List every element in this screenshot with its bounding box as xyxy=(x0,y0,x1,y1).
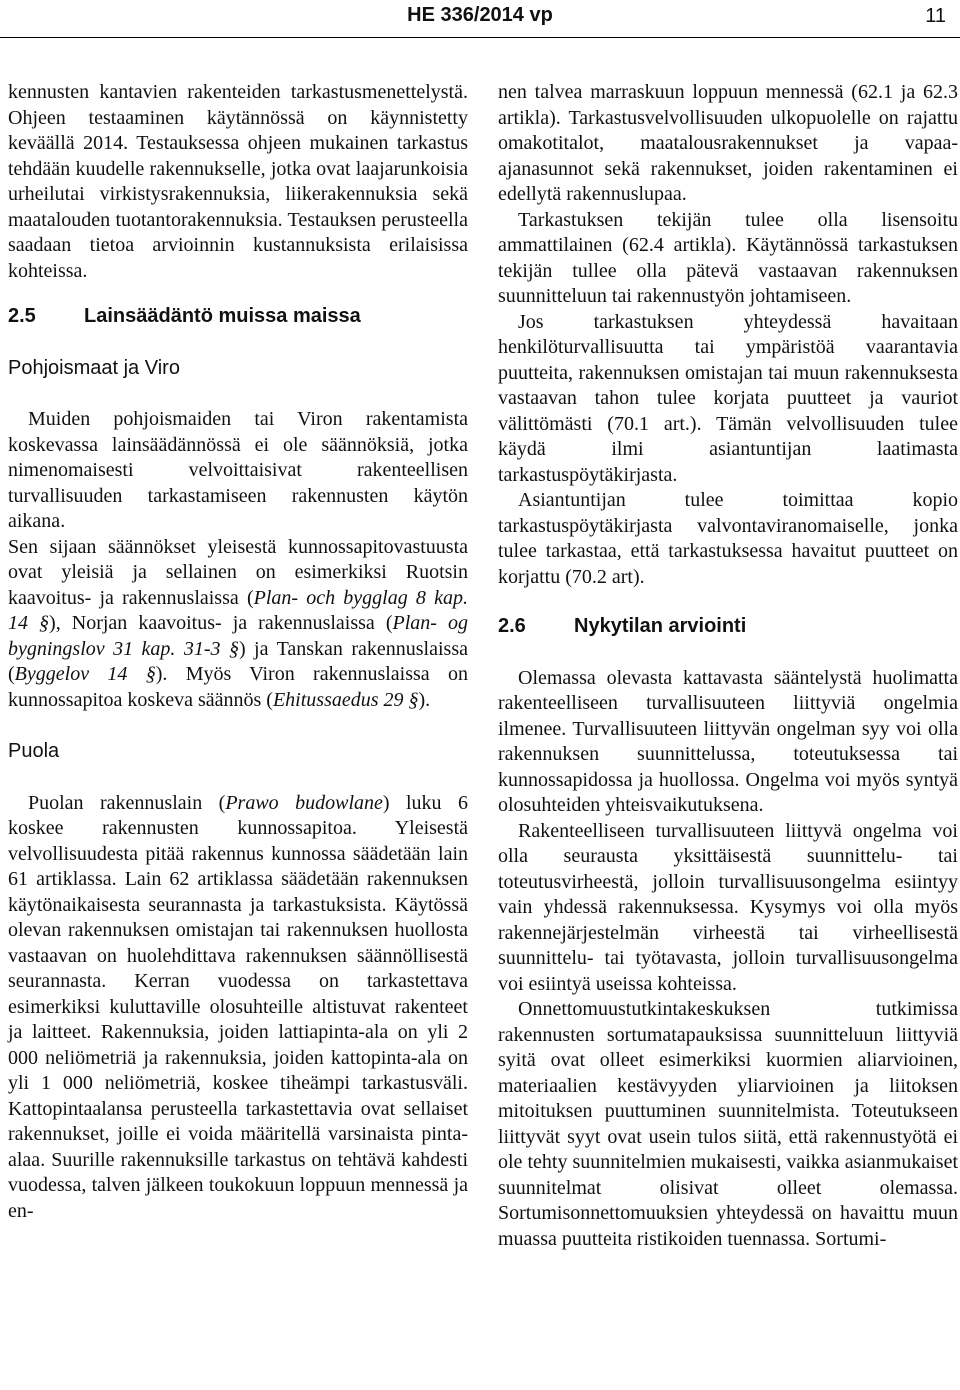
paragraph: Asiantuntijan tulee toimittaa kopio tarkastuspöytäkirjasta valvontaviranomaiselle, jonka tulee tarkastaa, että tarkastuksessa havaitut puutteet on korjattu (70.2 art). xyxy=(498,489,958,588)
section-number: 2.6 xyxy=(498,615,526,637)
paragraph: kennusten kantavien rakenteiden tarkastusmenettelystä. Ohjeen testaaminen käytännössä on käynnistetty keväällä 2014. Testauksessa ohjeen mukainen tarkastus tehdään kuudelle rakennukselle, jotka ovat laajarunkoisia urheilutai virkistysrakennuksia, liikerakennuksia sekä maatalouden tuotantorakennuksia. Testauksen perusteella saadaan tietoa arvioinnin kustannuksista erilaisissa kohteissa. xyxy=(8,81,468,282)
section-heading-2-5 xyxy=(8,304,468,330)
section-title: Lainsäädäntö muissa maissa xyxy=(84,305,361,327)
paragraph: Tarkastuksen tekijän tulee olla lisensoitu ammattilainen (62.4 artikla). Käytännössä tarkastuksen tekijän tullee olla pätevä vastaavan rakennuksen suunnitteluun tai rakennustyön johtamiseen. xyxy=(498,208,958,307)
paragraph: Jos tarkastuksen yhteydessä havaitaan henkilöturvallisuutta tai ympäristöä vaarantavia puutteita, rakennuksen omistajan tai muun rakennuksesta vastaavan tahon tulee korjata puutteet ja vauriot välittömästi (70.1 art.). Tämän velvollisuuden tulee käydä ilmi asiantuntijan laatimasta tarkastuspöytäkirjasta. xyxy=(498,310,958,486)
section-heading-2-6 xyxy=(498,614,958,640)
left-column xyxy=(8,80,468,1224)
right-column xyxy=(498,80,958,1252)
paragraph: Sen sijaan säännökset yleisestä kunnossapitovastuusta ovat yleisiä ja sellainen on esimerkiksi Ruotsin kaavoitus- ja rakennuslaissa (Plan- och bygglag 8 kap. 14 §), Norjan kaavoitus- ja rakennuslaissa (Plan- og bygningslov 31 kap. 31-3 §) ja Tanskan rakennuslaissa (Byggelov 14 §). Myös Viron rakennuslaissa on kunnossapitoa koskeva säännös (Ehitussaedus 29 §). xyxy=(8,535,468,711)
header-rule xyxy=(0,37,960,38)
document-id: HE 336/2014 vp xyxy=(407,4,553,26)
paragraph: Olemassa olevasta kattavasta sääntelystä huolimatta rakenteelliseen turvallisuuteen liittyviä ongelmia ilmenee. Turvallisuuteen liittyvän ongelman syy voi olla rakennuksen suunnittelussa, toteutuksessa tai kunnossapidossa ja huollossa. Ongelma voi myös syntyä olosuhteiden yhteisvaikutuksena. xyxy=(498,666,958,816)
section-title: Nykytilan arviointi xyxy=(574,615,747,637)
page-number: 11 xyxy=(925,5,946,27)
subheading-nordics: Pohjoismaat ja Viro xyxy=(8,356,180,379)
paragraph: Puolan rakennuslain (Prawo budowlane) luku 6 koskee rakennusten kunnossapitoa. Yleisestä velvollisuudesta pitää rakennus kunnossa säädetään lain 61 artiklassa. Lain 62 artiklassa säädetään rakennuksen käytönaikaisesta seurannasta ja tarkastuksista. Käytössä olevan rakennuksen omistajan tai rakennuksen huollosta vastaavan on huolehdittava rakennuksen säännöllisestä seurannasta. Kerran vuodessa on tarkastettava esimerkiksi kuluttaville olosuhteille altistuvat rakenteet ja laitteet. Rakennuksia, joiden lattiapinta-ala on yli 2 000 neliömetriä ja rakennuksia, joiden kattopinta-ala on yli 1 000 neliömetriä, koskee tiheämpi tarkastusväli. Kattopintaalansa perusteella tarkastettavia ovat sellaiset rakennukset, joille ei voida määritellä varsinaista pinta-alaa. Suurille rakennuksille tarkastus on tehtävä kahdesti vuodessa, talven jälkeen toukokuun loppuun mennessä ja en- xyxy=(8,791,469,1222)
paragraph: nen talvea marraskuun loppuun mennessä (62.1 ja 62.3 artikla). Tarkastusvelvollisuuden ulkopuolelle on rajattu omakotitalot, maatalousrakennukset ja vapaa-ajanasunnot sekä rakennukset, joiden rakentaminen ei edellytä rakennuslupaa. xyxy=(498,81,958,205)
page-header xyxy=(0,0,960,36)
paragraph: Onnettomuustutkintakeskuksen tutkimissa rakennusten sortumatapauksissa suunnitteluun liittyviä syitä ovat olleet esimerkiksi kuormien aliarvioinen, materiaalien kestävyyden yliarvioinen ja liitoksen mitoituksen puuttuminen suunnitelmista. Toteutukseen liittyvät syyt ovat usein tulos siitä, että rakennustyötä ei ole tehty suunnitelmien mukaisesti, vaikka asianmukaiset suunnitelmat olisivat olleet olemassa. Sortumisonnettomuuksien yhteydessä on havaittu muun muassa puutteita ristikoiden tuennassa. Sortumi- xyxy=(498,998,958,1250)
paragraph: Rakenteelliseen turvallisuuteen liittyvä ongelma voi olla seurausta yksittäisestä suunnittelu- tai toteutusvirheestä, jolloin turvallisuusongelma esiintyy vain yhdessä rakennuksessa. Kysymys voi olla myös rakennejärjestelmän virheestä tai virheellisestä suunnittelu- tai työtavasta, jolloin turvallisuusongelma voi esiintyä useissa kohteissa. xyxy=(498,819,958,995)
section-number: 2.5 xyxy=(8,305,36,327)
subheading-poland: Puola xyxy=(8,740,60,762)
paragraph: Muiden pohjoismaiden tai Viron rakentamista koskevassa lainsäädännössä ei ole säännöksiä, jotka nimenomaisesti velvoittaisivat rakenteellisen turvallisuuden tarkastamiseen rakennusten käytön aikana. xyxy=(8,408,468,532)
